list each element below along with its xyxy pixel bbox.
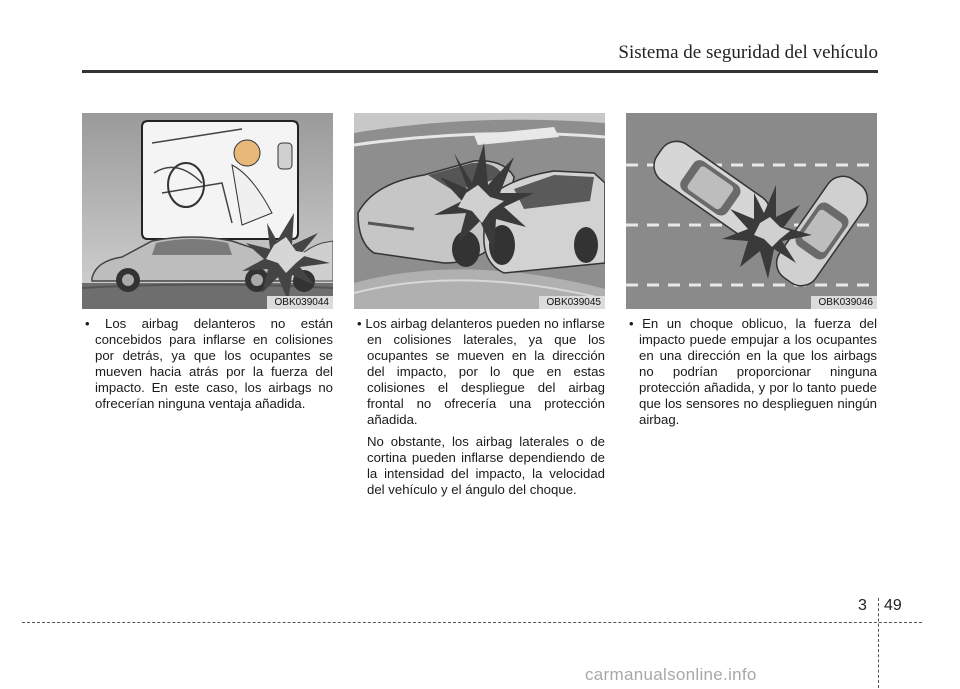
- bullet-text: • Los airbag delanteros pueden no inflarse en colisiones laterales, ya que los ocupantes se mueven en la dirección del impacto, por lo que en estas colisiones el despliegue del airbag frontal no ofrecería una protección añadida.: [357, 316, 605, 427]
- figure-caption: OBK039045: [539, 296, 606, 309]
- page-number: 49: [884, 597, 902, 614]
- figure-oblique-collision: [626, 113, 877, 309]
- footer-rule: [22, 622, 922, 623]
- figure-side-collision: [354, 113, 605, 309]
- side-collision-illustration: [354, 113, 605, 309]
- figure-caption: OBK039044: [267, 296, 334, 309]
- column-side-collision: [354, 113, 605, 498]
- watermark: carmanualsonline.info: [585, 665, 757, 684]
- figure-caption: OBK039046: [811, 296, 878, 309]
- chapter-number: 3: [858, 597, 867, 614]
- bullet-text: • Los airbag delanteros no están concebidos para inflarse en colisiones por detrás, ya que los ocupantes se mueven hacia atrás por la fuerza del impacto. En este caso, los airbags no ofrecerían ninguna ventaja añadida.: [85, 316, 333, 411]
- oblique-collision-illustration: [626, 113, 877, 309]
- section-title: Sistema de seguridad del vehículo: [618, 42, 878, 63]
- paragraph-text: No obstante, los airbag laterales o de cortina pueden inflarse dependiendo de la intensidad del impacto, la velocidad del vehículo y el ángulo del choque.: [367, 434, 605, 497]
- rear-collision-illustration: [82, 113, 333, 309]
- bullet-text: • En un choque oblicuo, la fuerza del impacto puede empujar a los ocupantes en una dirección en la que los airbags no podrían proporcionar ninguna protección añadida, y por lo tanto puede que los sensores no desplieguen ningún airbag.: [629, 316, 877, 427]
- figure-rear-collision: [82, 113, 333, 309]
- column-oblique-collision: [626, 113, 877, 428]
- footer-divider: [878, 598, 879, 688]
- header-rule: [82, 70, 878, 73]
- column-rear-collision: [82, 113, 333, 412]
